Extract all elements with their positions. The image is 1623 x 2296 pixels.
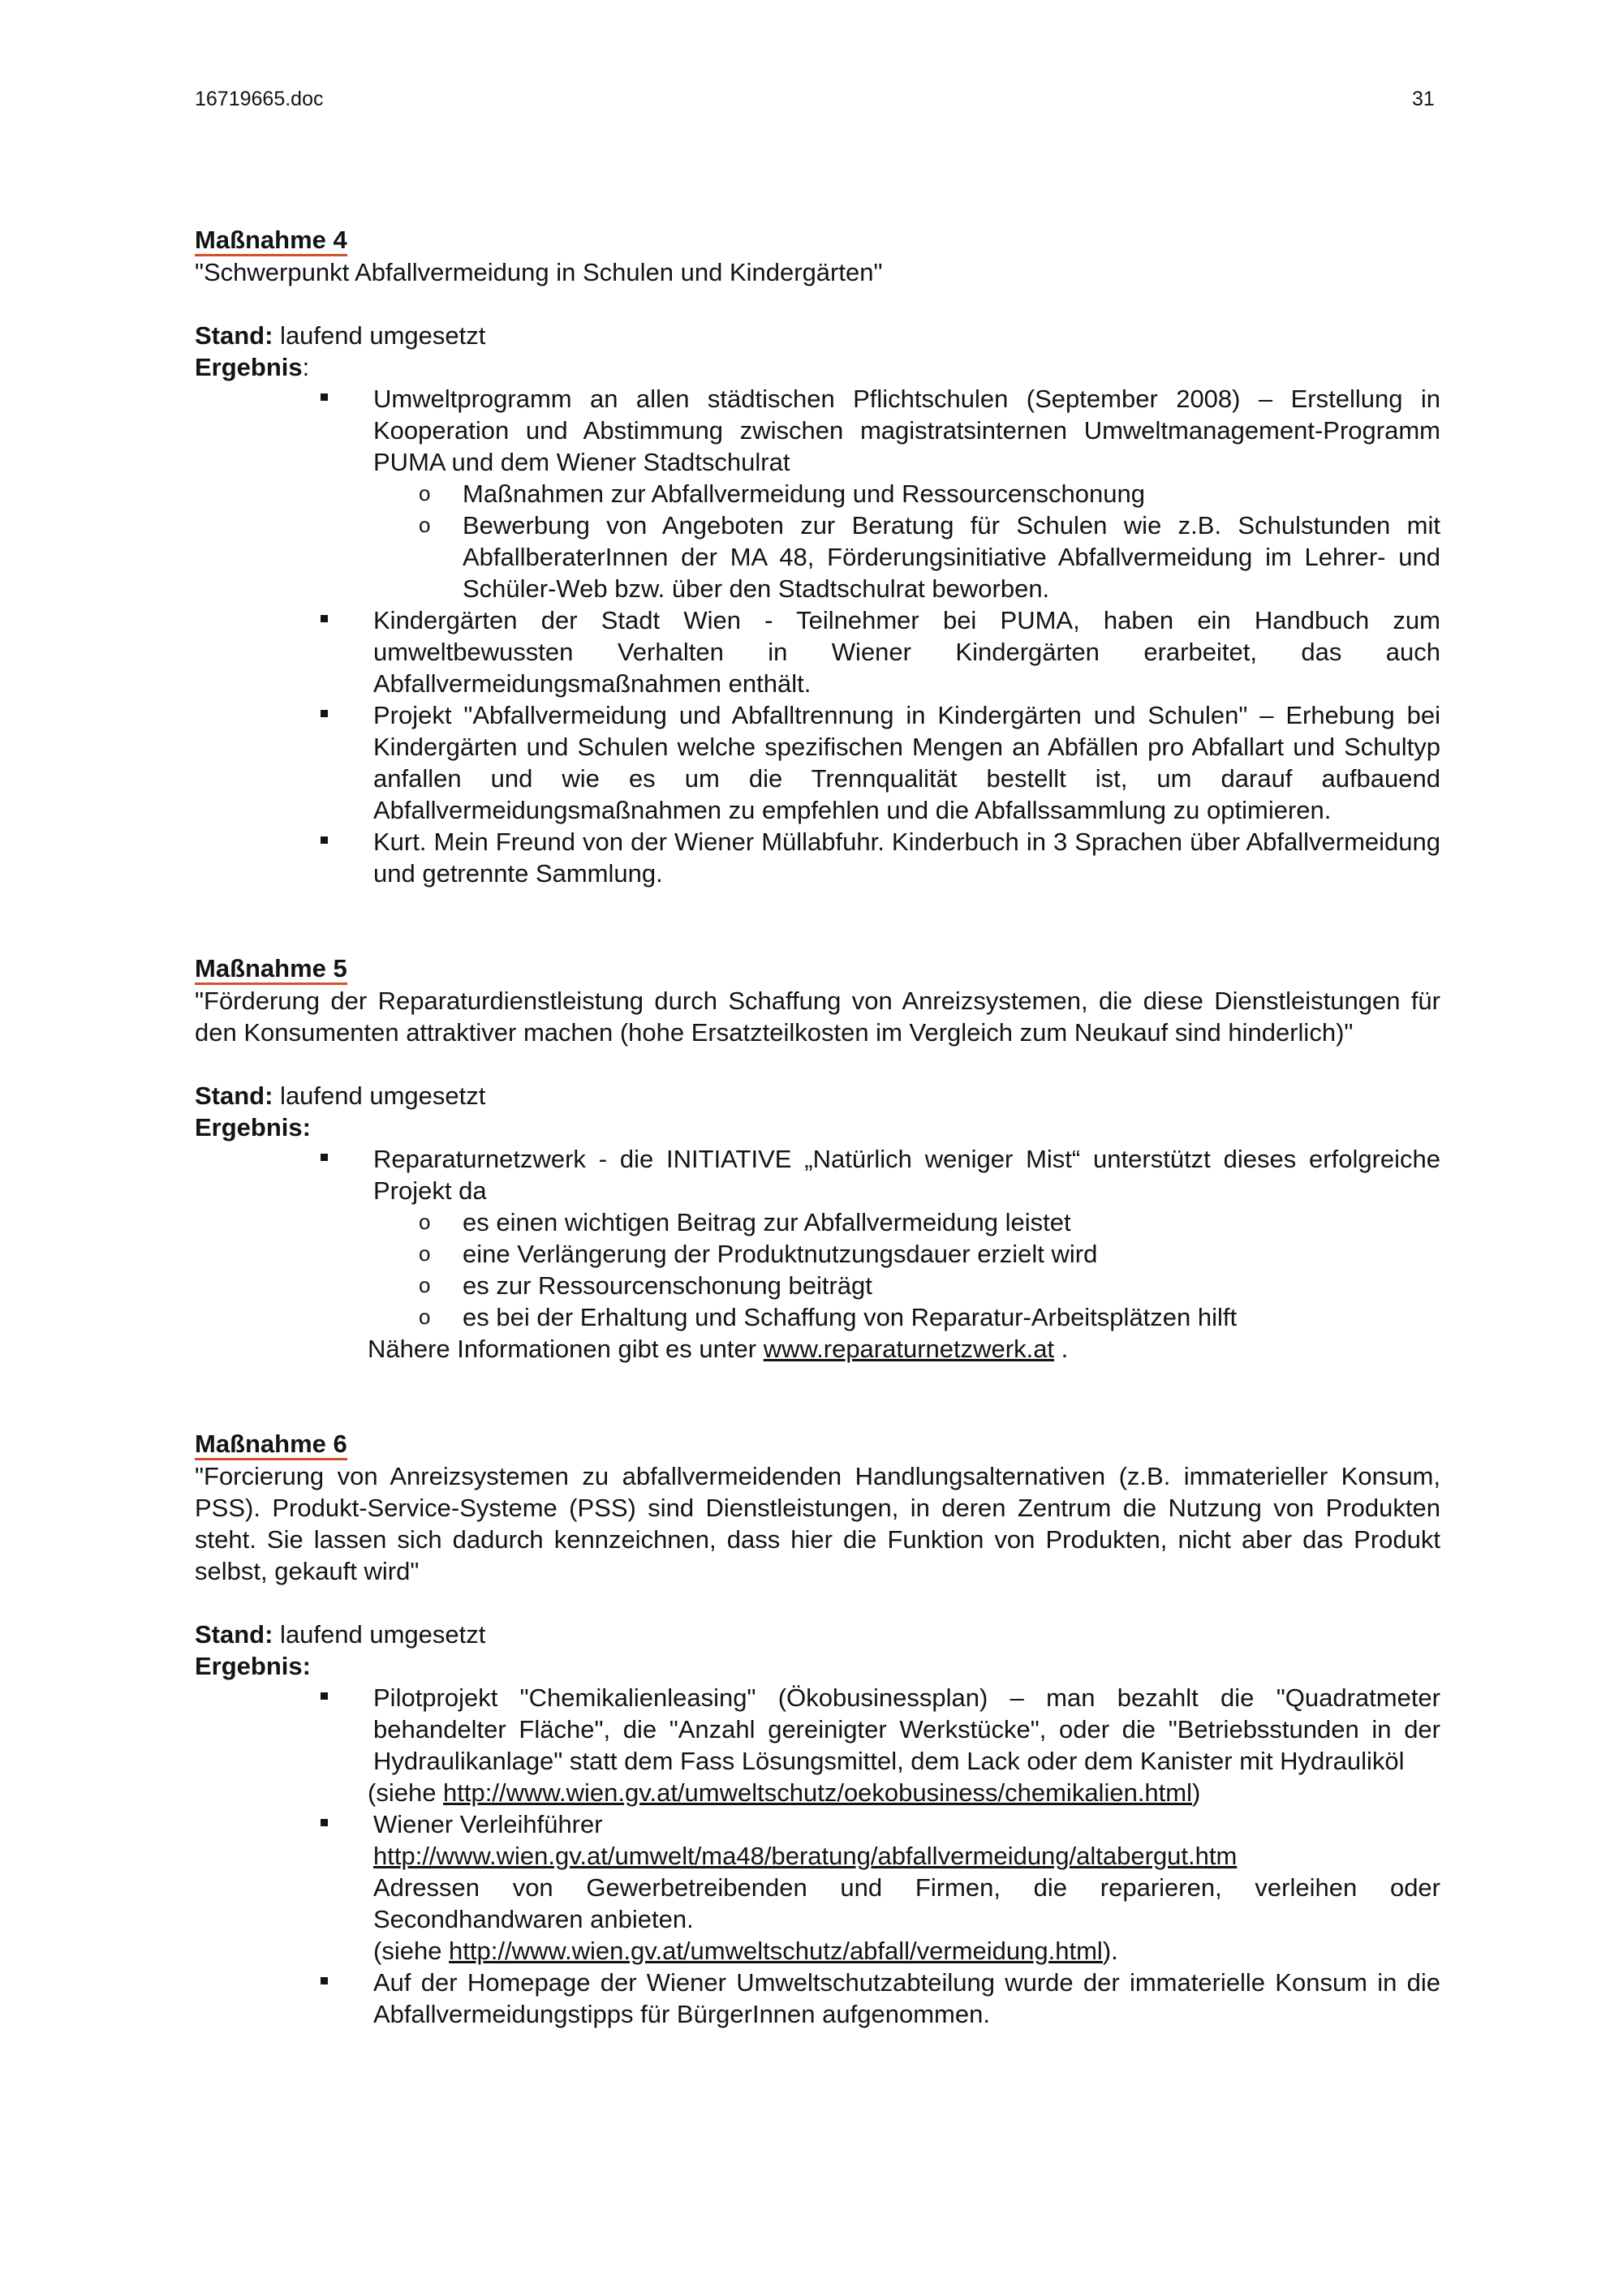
section-title: Maßnahme 5 <box>195 955 347 985</box>
bullet-square-icon <box>321 1692 328 1700</box>
stand-line <box>195 1080 1440 1111</box>
section-title: Maßnahme 4 <box>195 226 347 256</box>
vermeidung-link[interactable]: http://www.wien.gv.at/umweltschutz/abfall/vermeidung.html <box>449 1937 1103 1965</box>
ergebnis-label: Ergebnis: <box>195 1113 311 1142</box>
list-item: Auf der Homepage der Wiener Umweltschutzabteilung wurde der immaterielle Konsum in die Abfallvermeidungstipps für BürgerInnen aufgenommen. <box>373 1967 1440 2030</box>
bullet-circle-icon: o <box>419 1241 431 1266</box>
section-subtitle: "Förderung der Reparaturdienstleistung durch Schaffung von Anreizsystemen, die diese Dienstleistungen für den Konsumenten attraktiver machen (hohe Ersatzteilkosten im Vergleich zum Neukauf sind hinderlich)" <box>195 987 1440 1047</box>
bullet-square-icon <box>321 615 328 622</box>
section-massnahme-5 <box>195 952 1440 1365</box>
list-item: Wiener Verleihführer <box>373 1808 1440 1840</box>
stand-value: laufend umgesetzt <box>273 1081 486 1110</box>
list-item: Projekt "Abfallvermeidung und Abfalltrennung in Kindergärten und Schulen" – Erhebung bei Kindergärten und Schulen welche spezifischen Mengen an Abfällen pro Abfallart und Schultyp anfallen und wie es um die Trennqualität bestellt ist, um darauf aufbauend Abfallvermeidungsmaßnahmen zu empfehlen und die Abfallssammlung zu optimieren. <box>373 699 1440 826</box>
section-massnahme-6 <box>195 1428 1440 2030</box>
stand-label: Stand: <box>195 1620 273 1649</box>
section-title: Maßnahme 6 <box>195 1430 347 1460</box>
ergebnis-label: Ergebnis: <box>195 1652 311 1680</box>
bullet-circle-icon: o <box>419 513 431 537</box>
bullet-square-icon <box>321 1977 328 1984</box>
list-item: Kurt. Mein Freund von der Wiener Müllabfuhr. Kinderbuch in 3 Sprachen über Abfallvermeidung und getrennte Sammlung. <box>373 826 1440 889</box>
ergebnis-label: Ergebnis <box>195 353 303 381</box>
bullet-circle-icon: o <box>419 1210 431 1234</box>
sub-list-item: o Maßnahmen zur Abfallvermeidung und Ressourcenschonung <box>419 479 1145 508</box>
header-page-number: 31 <box>1412 88 1435 110</box>
stand-label: Stand: <box>195 321 273 350</box>
document-body <box>195 224 1440 2030</box>
bullet-square-icon <box>321 1819 328 1826</box>
sub-list-item: o es bei der Erhaltung und Schaffung von Reparatur-Arbeitsplätzen hilft <box>419 1303 1238 1331</box>
bullet-square-icon <box>321 1154 328 1161</box>
sub-list-item: o Bewerbung von Angeboten zur Beratung für Schulen wie z.B. Schulstunden mit AbfallberaterInnen der MA 48, Förderungsinitiative Abfallvermeidung im Lehrer- und Schüler-Web bzw. über den Stadtschulrat beworben. <box>419 511 1440 603</box>
sub-list-item: o es zur Ressourcenschonung beiträgt <box>419 1271 872 1300</box>
list-item: Pilotprojekt "Chemikalienleasing" (Ökobusinessplan) – man bezahlt die "Quadratmeter behandelter Fläche", die "Anzahl gereinigter Werkstücke", oder die "Betriebsstunden in der Hydraulikanlage" statt dem Fass Lösungsmittel, dem Lack oder dem Kanister mit Hydrauliköl <box>373 1682 1440 1777</box>
note-line: (siehe http://www.wien.gv.at/umweltschutz/abfall/vermeidung.html). <box>373 1937 1118 1965</box>
stand-value: laufend umgesetzt <box>273 321 486 350</box>
reparaturnetzwerk-link[interactable]: www.reparaturnetzwerk.at <box>763 1335 1055 1363</box>
sub-list-item: o eine Verlängerung der Produktnutzungsdauer erzielt wird <box>419 1240 1098 1268</box>
info-line: Nähere Informationen gibt es unter www.reparaturnetzwerk.at . <box>368 1335 1069 1363</box>
chemikalien-link[interactable]: http://www.wien.gv.at/umweltschutz/oekobusiness/chemikalien.html <box>443 1778 1192 1807</box>
ergebnis-line: Ergebnis: <box>195 353 310 381</box>
bullet-square-icon <box>321 393 328 401</box>
section-subtitle: "Forcierung von Anreizsystemen zu abfallvermeidenden Handlungsalternativen (z.B. immaterieller Konsum, PSS). Produkt-Service-Systeme (PSS) sind Dienstleistungen, in deren Zentrum die Nutzung von Produkten steht. Sie lassen sich dadurch kennzeichnen, dass hier die Funktion von Produkten, nicht aber das Produkt selbst, gekauft wird" <box>195 1462 1440 1585</box>
stand-line <box>195 1619 1440 1650</box>
header-filename: 16719665.doc <box>195 88 324 110</box>
section-subtitle: "Schwerpunkt Abfallvermeidung in Schulen und Kindergärten" <box>195 258 883 286</box>
bullet-circle-icon: o <box>419 1305 431 1329</box>
verleih-text: Adressen von Gewerbetreibenden und Firmen, die reparieren, verleihen oder Secondhandwaren anbieten. <box>373 1873 1440 1933</box>
note-line: (siehe http://www.wien.gv.at/umweltschutz/oekobusiness/chemikalien.html) <box>368 1778 1201 1807</box>
bullet-circle-icon: o <box>419 481 431 505</box>
list-item: Umweltprogramm an allen städtischen Pflichtschulen (September 2008) – Erstellung in Kooperation und Abstimmung zwischen magistratsinternen Umweltmanagement-Programm PUMA und dem Wiener Stadtschulrat <box>373 383 1440 478</box>
stand-label: Stand: <box>195 1081 273 1110</box>
sub-list-item: o es einen wichtigen Beitrag zur Abfallvermeidung leistet <box>419 1208 1071 1236</box>
section-massnahme-4 <box>195 224 1440 889</box>
bullet-square-icon <box>321 836 328 844</box>
list-item: Kindergärten der Stadt Wien - Teilnehmer bei PUMA, haben ein Handbuch zum umweltbewussten Verhalten in Wiener Kindergärten erarbeitet, das auch Abfallvermeidungsmaßnahmen enthält. <box>373 604 1440 699</box>
list-item: Reparaturnetzwerk - die INITIATIVE „Natürlich weniger Mist“ unterstützt dieses erfolgreiche Projekt da <box>373 1143 1440 1206</box>
stand-line <box>195 320 1440 351</box>
bullet-circle-icon: o <box>419 1273 431 1297</box>
stand-value: laufend umgesetzt <box>273 1620 486 1649</box>
altabergut-link[interactable]: http://www.wien.gv.at/umwelt/ma48/beratung/abfallvermeidung/altabergut.htm <box>373 1842 1238 1870</box>
link-line <box>373 1840 1440 1872</box>
bullet-square-icon <box>321 710 328 717</box>
